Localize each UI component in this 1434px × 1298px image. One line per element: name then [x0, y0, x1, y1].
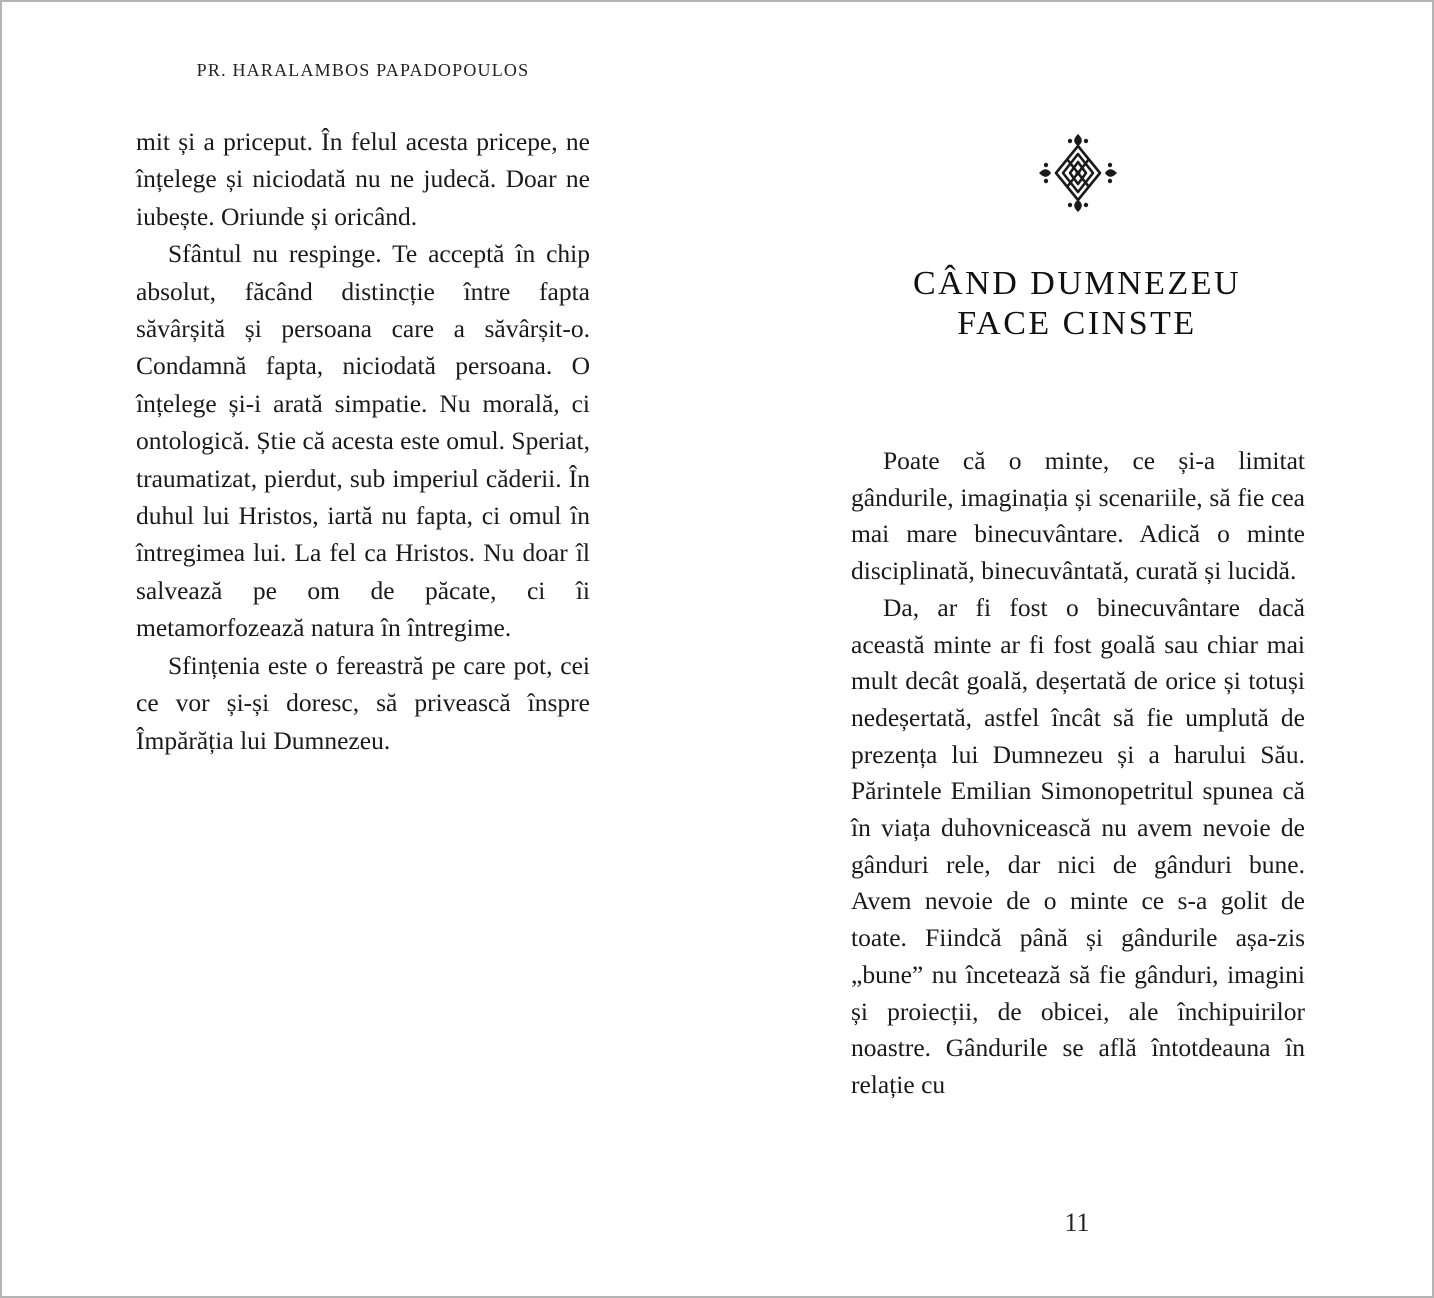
paragraph: Sfințenia este o fereastră pe care pot, cei ce vor și-și doresc, să privească înspre Împărăția lui Dumnezeu. — [136, 650, 590, 755]
paragraph: Sfântul nu respinge. Te acceptă în chip absolut, făcând distincție între fapta săvârșită și persoana care a săvârșit-o. Condamnă fapta, niciodată persoana. O înțelege și-i arată simpatie. Nu morală, ci ontologică. Știe că acesta este omul. Speriat, traumatizat, pierdut, sub imperiul căderii. În duhul lui Hristos, iartă nu fapta, ci omul în întregimea lui. La fel ca Hristos. Nu doar îl salvează pe om de păcate, ci îi metamorfozează natura în întregime. — [136, 239, 590, 643]
chapter-title-line-1: CÂND DUMNEZEU — [912, 265, 1242, 302]
left-body-text — [136, 123, 590, 759]
right-body-text — [851, 443, 1305, 1104]
celtic-knot-ornament-icon — [1037, 132, 1119, 214]
chapter-title — [777, 264, 1377, 344]
left-page — [2, 2, 717, 1296]
paragraph: Poate că o minte, ce și-a limitat gândurile, imaginația și scenariile, să fie cea mai mare binecuvântare. Adică o minte disciplinată, binecuvântată, curată și lucidă. — [851, 446, 1305, 586]
page-number: 11 — [1064, 1208, 1090, 1237]
paragraph: mit și a priceput. În felul acesta pricepe, ne înțelege și niciodată nu ne judecă. Doar ne iubește. Oriunde și oricând. — [136, 127, 590, 231]
right-page — [717, 2, 1432, 1296]
chapter-title-line-2: FACE CINSTE — [957, 305, 1197, 342]
running-header: PR. HARALAMBOS PAPADOPOULOS — [196, 60, 530, 80]
paragraph: Da, ar fi fost o binecuvântare dacă această minte ar fi fost goală sau chiar mai mult decât goală, deșertată de orice și totuși nedeșertată, astfel încât să fie umplută de prezența lui Dumnezeu și a harului Său. Părintele Emilian Simonopetritul spunea că în viața duhovnicească nu avem nevoie de gânduri rele, dar nici de gânduri bune. Avem nevoie de o minte ce s-a golit de toate. Fiindcă până și gândurile așa-zis „bune” nu încetează să fie gânduri, imagini și proiecții, de obicei, ale închipuirilor noastre. Gândurile se află întotdeauna în relație cu — [851, 592, 1305, 1099]
